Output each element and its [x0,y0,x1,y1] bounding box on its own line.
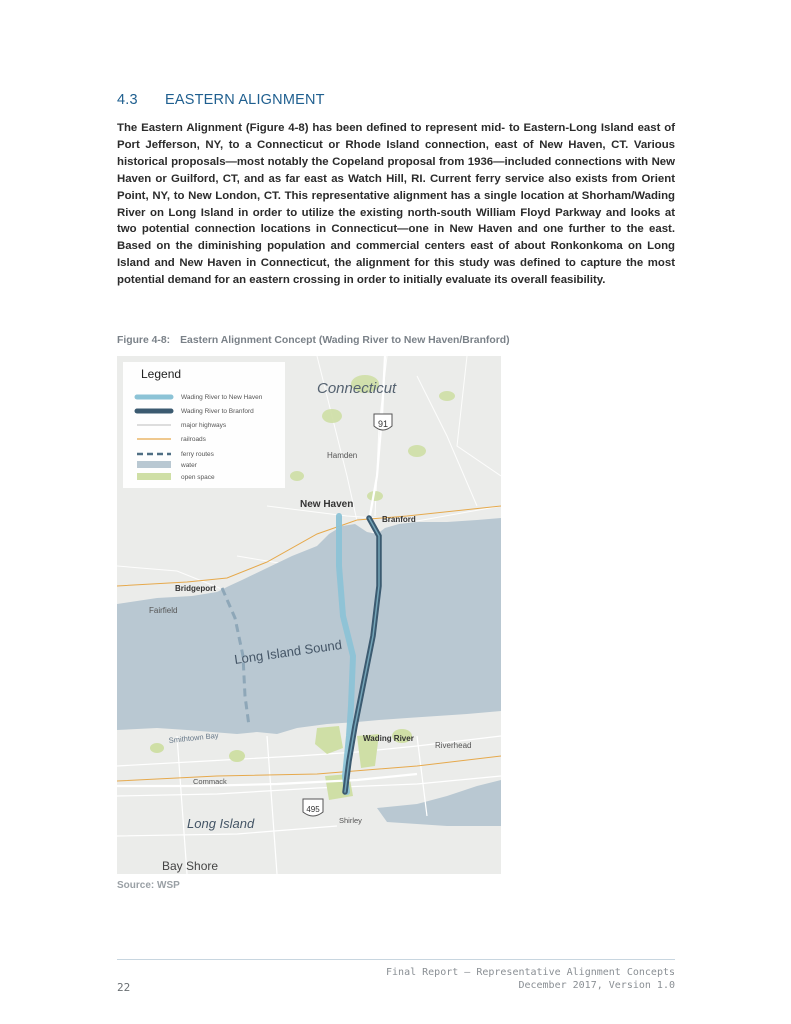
label-smithtown-bay: Smithtown Bay [168,730,219,745]
label-hamden: Hamden [327,451,358,460]
legend-title: Legend [141,367,182,381]
figure-label: Figure 4-8: [117,335,171,346]
legend-swatch-open-space [137,473,171,480]
alignment-map [117,356,501,874]
figure-source: Source: WSP [117,880,180,891]
i495-label: 495 [306,805,320,814]
label-connecticut: Connecticut [317,380,397,397]
i91-label: 91 [377,419,389,429]
label-branford: Branford [382,515,416,524]
label-wading-river: Wading River [363,734,414,743]
section-heading [117,92,325,108]
footer-report-title: Final Report — Representative Alignment Concepts [386,967,675,978]
label-bay-shore: Bay Shore [162,859,219,873]
label-fairfield: Fairfield [149,606,178,615]
footer-report-info [386,966,675,992]
section-title: EASTERN ALIGNMENT [165,92,325,108]
label-riverhead: Riverhead [435,741,472,750]
map-legend [123,362,285,488]
legend-item-ferry: ferry routes [181,451,214,458]
label-long-island: Long Island [187,816,255,831]
figure-caption [117,335,510,346]
footer-rule [117,959,675,960]
i495-shield [303,799,323,816]
label-new-haven: New Haven [300,499,354,510]
legend-item-railroads: railroads [181,436,206,443]
legend-item-water: water [181,462,197,469]
figure-title: Eastern Alignment Concept (Wading River to New Haven/Branford) [180,335,510,346]
body-paragraph: The Eastern Alignment (Figure 4-8) has been defined to represent mid- to Eastern-Long Island east of Port Jefferson, NY, to a Connecticut or Rhode Island connection, east of New Haven, CT. Various historical proposals—most notably the Copeland proposal from 1936—included connections with New Haven or Guilford, CT, and as far east as Watch Hill, RI. Current ferry service also exists from Orient Point, NY, to New London, CT. This representative alignment has a single location at Shorham/Wading River on Long Island in order to utilize the existing north-south William Floyd Parkway and looks at two potential connection locations in Connecticut—one in New Haven and one further to the east. Based on the diminishing population and commercial centers east of about Ronkonkoma on Long Island and New Haven in Connecticut, the alignment for this study was defined to capture the most potential demand for an eastern crossing in order to initially evaluate its overall feasibility. [117,122,675,287]
legend-swatch-water [137,461,171,468]
i91-shield [374,414,392,430]
legend-item-highways: major highways [181,422,227,429]
section-number: 4.3 [117,92,138,108]
footer-report-date: December 2017, Version 1.0 [518,980,675,991]
label-long-island-sound: Long Island Sound [233,637,343,667]
legend-item-open-space: open space [181,474,215,481]
label-bridgeport: Bridgeport [175,584,216,593]
label-shirley: Shirley [339,816,362,825]
label-commack: Commack [193,777,227,786]
legend-item-branford: Wading River to Branford [181,408,254,415]
page-number: 22 [117,981,131,994]
legend-item-new-haven: Wading River to New Haven [181,394,263,401]
